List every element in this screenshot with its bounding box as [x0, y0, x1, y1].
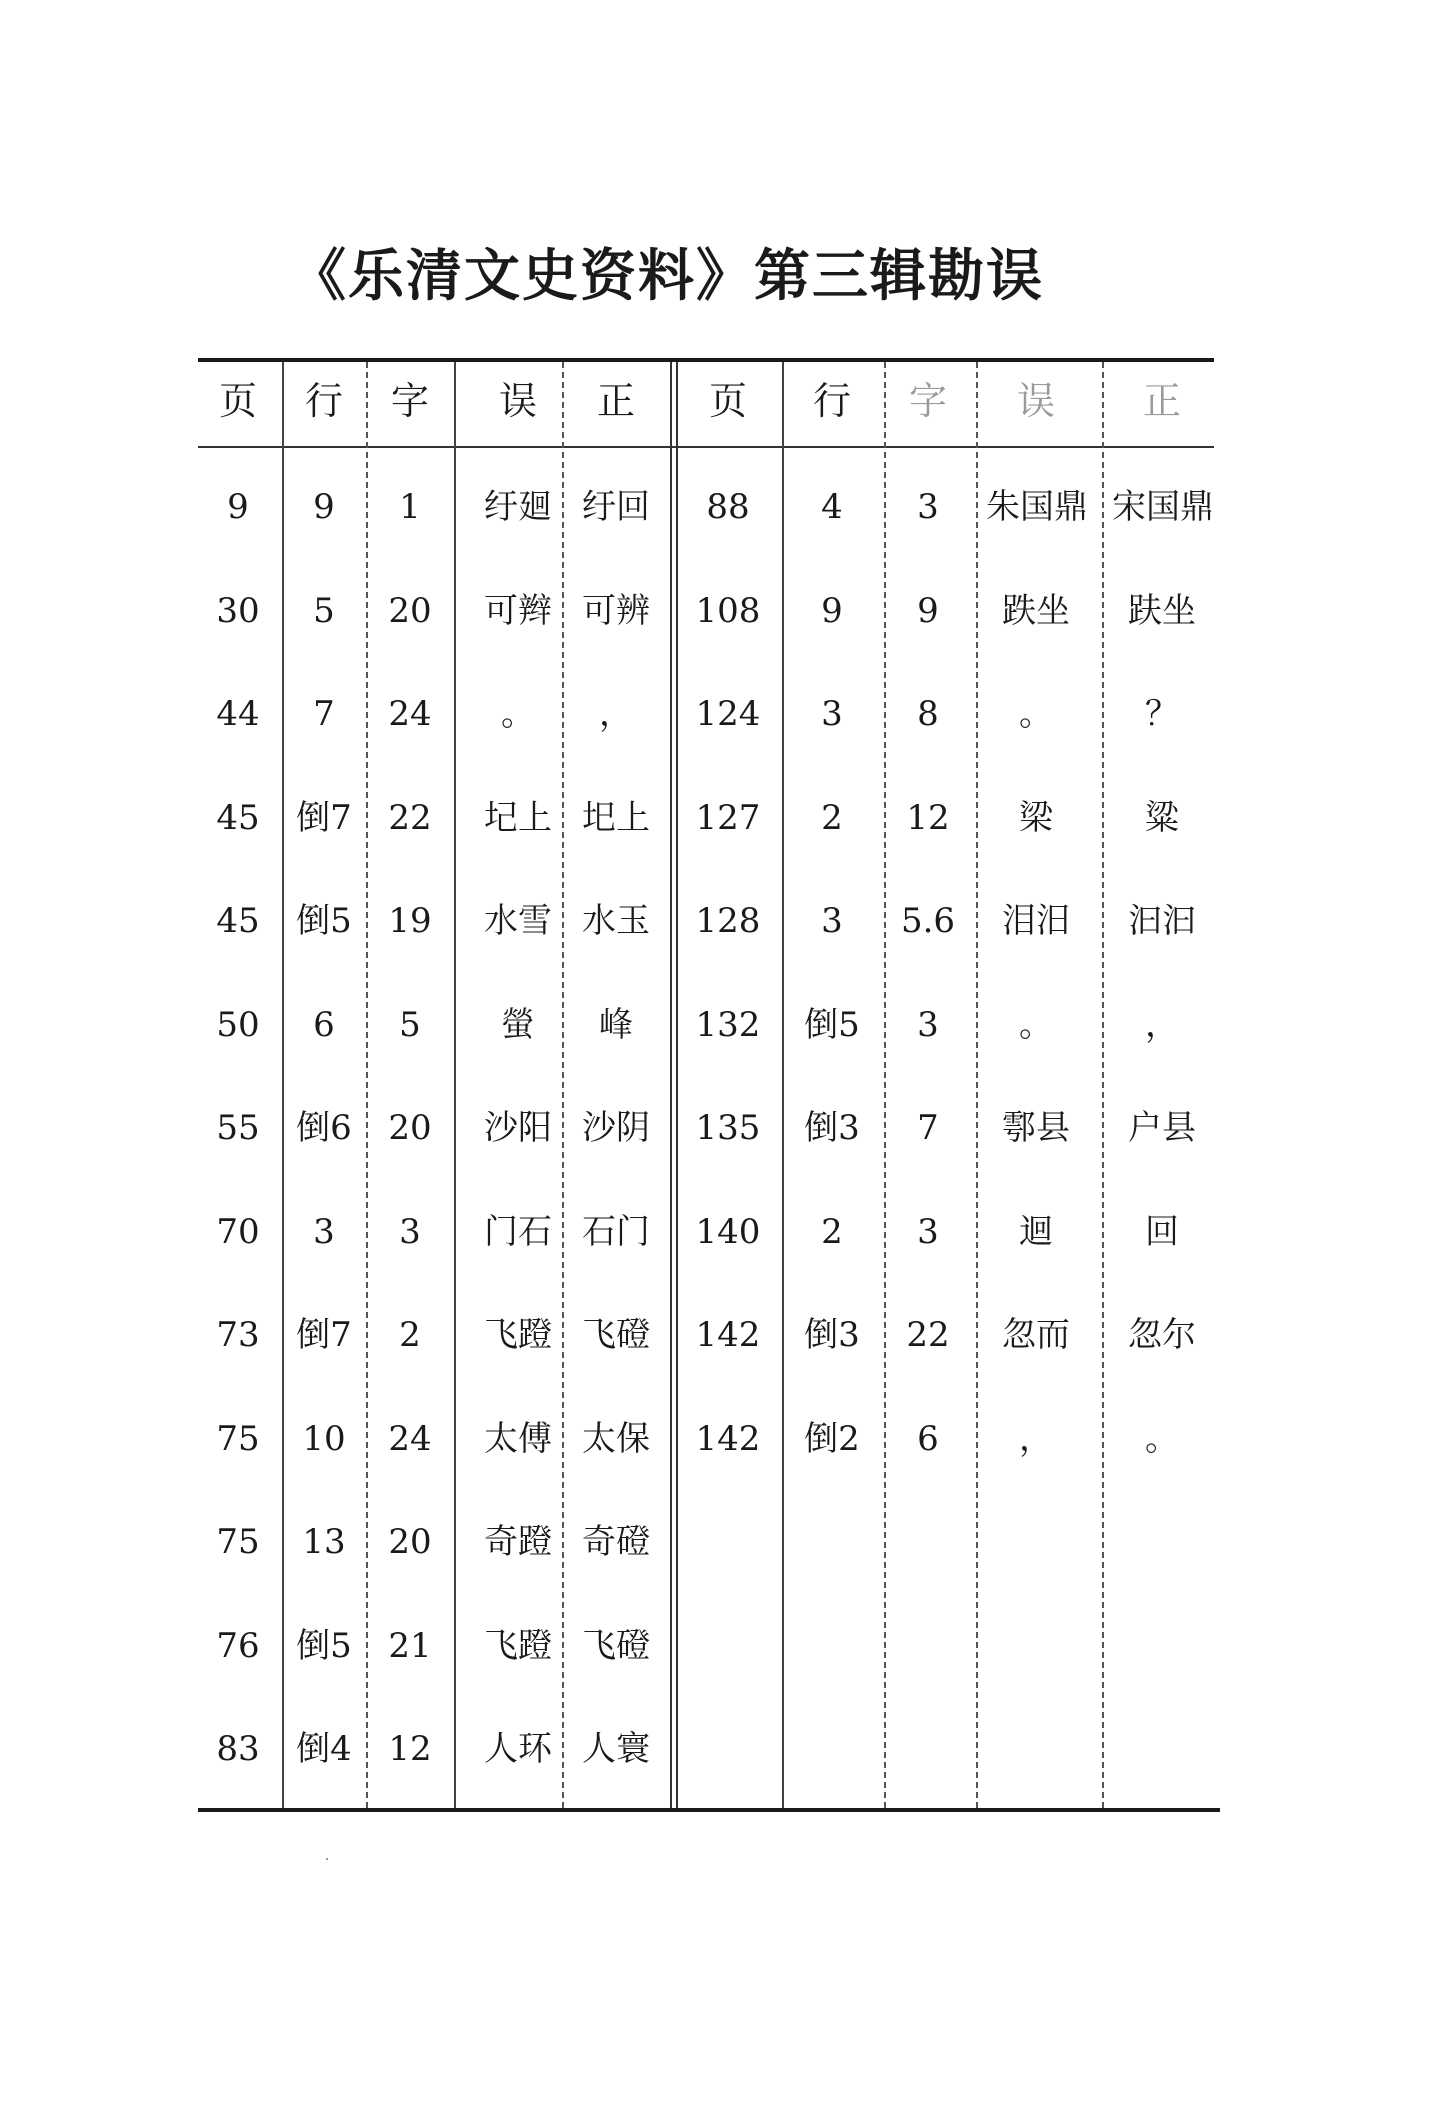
table-cell-right: 宋国鼎 [1112, 487, 1214, 527]
table-cell-page: 142 [695, 1315, 761, 1355]
table-cell-right: ？ [1145, 694, 1179, 734]
table-cell-page: 30 [216, 590, 260, 631]
table-cell-page: 55 [216, 1108, 260, 1148]
table-cell-line: 9 [821, 590, 843, 631]
table-cell-right: 沙阴 [582, 1108, 650, 1148]
column-divider [366, 362, 368, 1808]
table-cell-line: 倒3 [804, 1315, 860, 1355]
table-cell-wrong: 朱国鼎 [986, 487, 1088, 527]
table-cell-right: 纡回 [582, 487, 650, 527]
table-cell-char: 20 [388, 1522, 432, 1562]
table-cell-wrong: 飞蹬 [484, 1315, 552, 1355]
table-cell-wrong: 沙阳 [484, 1108, 552, 1148]
table-cell-page: 50 [216, 1004, 260, 1045]
table-cell-page: 45 [216, 797, 260, 838]
table-cell-right: 可辨 [582, 590, 650, 631]
column-divider [884, 362, 886, 1808]
table-cell-line: 倒6 [296, 1108, 352, 1148]
column-header: 正 [596, 379, 635, 423]
table-cell-line: 3 [821, 901, 843, 941]
column-header: 页 [218, 379, 257, 423]
table-cell-right: 峰 [599, 1004, 633, 1045]
table-cell-wrong: 奇蹬 [484, 1522, 552, 1562]
table-cell-wrong: 门石 [484, 1211, 552, 1252]
table-cell-page: 128 [695, 901, 761, 941]
table-cell-right: ， [599, 694, 633, 734]
table-cell-right: 。 [1145, 1418, 1179, 1459]
table-cell-wrong: 。 [501, 694, 535, 734]
table-cell-char: 2 [399, 1315, 421, 1355]
table-cell-wrong: 迴 [1019, 1211, 1053, 1252]
table-cell-char: 12 [388, 1729, 432, 1769]
table-cell-line: 2 [821, 797, 843, 838]
table-cell-right: 人寰 [582, 1729, 650, 1769]
page-title: 《乐清文史资料》第三辑勘误 [290, 243, 1044, 309]
table-cell-char: 6 [917, 1418, 939, 1459]
table-cell-page: 70 [216, 1211, 260, 1252]
column-header: 正 [1142, 379, 1181, 423]
table-cell-char: 3 [399, 1211, 421, 1252]
table-cell-char: 19 [388, 901, 432, 941]
table-cell-wrong: 圮上 [484, 797, 552, 838]
table-bottom-rule [198, 1808, 1220, 1812]
column-header: 行 [304, 379, 343, 423]
table-cell-char: 24 [388, 694, 432, 734]
table-cell-right: 户县 [1128, 1108, 1196, 1148]
table-cell-wrong: 跌坐 [1002, 590, 1070, 631]
column-divider [976, 362, 978, 1808]
table-cell-right: 回 [1145, 1211, 1179, 1252]
scan-speck [326, 1858, 328, 1860]
table-cell-wrong: 泪汨 [1002, 901, 1070, 941]
table-cell-char: 21 [388, 1625, 432, 1666]
table-cell-wrong: 飞蹬 [484, 1625, 552, 1666]
table-cell-wrong: 梁 [1019, 797, 1053, 838]
table-cell-char: 3 [917, 487, 939, 527]
table-cell-char: 8 [917, 694, 939, 734]
table-cell-char: 5.6 [900, 901, 956, 941]
table-cell-wrong: 。 [1019, 694, 1053, 734]
table-cell-page: 88 [706, 487, 750, 527]
table-cell-wrong: 可辫 [484, 590, 552, 631]
table-cell-line: 倒4 [296, 1729, 352, 1769]
column-divider [670, 362, 678, 1808]
table-cell-page: 73 [216, 1315, 260, 1355]
table-cell-char: 3 [917, 1211, 939, 1252]
table-cell-page: 83 [216, 1729, 260, 1769]
table-cell-page: 132 [695, 1004, 761, 1045]
table-cell-line: 7 [313, 694, 335, 734]
table-cell-char: 5 [399, 1004, 421, 1045]
table-cell-wrong: ， [1019, 1418, 1053, 1459]
table-cell-char: 24 [388, 1418, 432, 1459]
column-header: 误 [1016, 379, 1055, 423]
column-header: 页 [708, 379, 747, 423]
table-cell-page: 124 [695, 694, 761, 734]
column-divider [1102, 362, 1104, 1808]
table-cell-char: 22 [906, 1315, 950, 1355]
column-divider [782, 362, 784, 1808]
table-cell-page: 140 [695, 1211, 761, 1252]
header-separator-rule [198, 446, 1214, 448]
table-cell-line: 2 [821, 1211, 843, 1252]
table-cell-char: 20 [388, 590, 432, 631]
column-header: 字 [908, 379, 947, 423]
table-cell-right: 汩汩 [1128, 901, 1196, 941]
column-divider [454, 362, 456, 1808]
table-cell-wrong: 太傅 [484, 1418, 552, 1459]
table-cell-line: 倒7 [296, 1315, 352, 1355]
table-cell-line: 5 [313, 590, 335, 631]
table-cell-page: 127 [695, 797, 761, 838]
table-cell-right: 飞磴 [582, 1625, 650, 1666]
table-cell-char: 3 [917, 1004, 939, 1045]
table-cell-page: 142 [695, 1418, 761, 1459]
table-cell-char: 22 [388, 797, 432, 838]
table-cell-line: 6 [313, 1004, 335, 1045]
table-cell-char: 9 [917, 590, 939, 631]
table-cell-line: 倒2 [804, 1418, 860, 1459]
table-cell-wrong: 忽而 [1002, 1315, 1070, 1355]
table-cell-char: 20 [388, 1108, 432, 1148]
column-header: 行 [812, 379, 851, 423]
table-cell-right: 石门 [582, 1211, 650, 1252]
column-divider [562, 362, 564, 1808]
table-cell-right: 水玉 [582, 901, 650, 941]
table-cell-line: 倒7 [296, 797, 352, 838]
table-cell-char: 12 [906, 797, 950, 838]
column-header: 字 [390, 379, 429, 423]
table-cell-wrong: 水雪 [484, 901, 552, 941]
table-cell-line: 倒5 [296, 1625, 352, 1666]
table-cell-page: 44 [216, 694, 260, 734]
table-cell-wrong: 人环 [484, 1729, 552, 1769]
table-cell-wrong: 鄠县 [1002, 1108, 1070, 1148]
table-cell-line: 13 [302, 1522, 346, 1562]
table-cell-line: 3 [313, 1211, 335, 1252]
table-cell-char: 7 [917, 1108, 939, 1148]
table-cell-page: 75 [216, 1522, 260, 1562]
table-top-rule [198, 358, 1214, 362]
table-cell-wrong: 。 [1019, 1004, 1053, 1045]
column-divider [282, 362, 284, 1808]
table-cell-right: 圯上 [582, 797, 650, 838]
table-cell-page: 135 [695, 1108, 761, 1148]
table-cell-line: 9 [313, 487, 335, 527]
table-cell-right: 趺坐 [1128, 590, 1196, 631]
table-cell-page: 75 [216, 1418, 260, 1459]
table-cell-right: 太保 [582, 1418, 650, 1459]
table-cell-line: 3 [821, 694, 843, 734]
table-cell-wrong: 纡廻 [484, 487, 552, 527]
table-cell-right: 忽尔 [1128, 1315, 1196, 1355]
table-cell-page: 9 [227, 487, 249, 527]
table-cell-line: 倒5 [296, 901, 352, 941]
table-cell-line: 10 [302, 1418, 346, 1459]
table-cell-char: 1 [399, 487, 421, 527]
table-cell-page: 45 [216, 901, 260, 941]
table-cell-wrong: 螢 [501, 1004, 535, 1045]
table-cell-line: 倒3 [804, 1108, 860, 1148]
table-cell-right: 奇磴 [582, 1522, 650, 1562]
table-cell-page: 108 [695, 590, 761, 631]
table-cell-page: 76 [216, 1625, 260, 1666]
table-cell-right: ， [1145, 1004, 1179, 1045]
table-cell-right: 飞磴 [582, 1315, 650, 1355]
table-cell-line: 4 [821, 487, 843, 527]
table-cell-line: 倒5 [804, 1004, 860, 1045]
table-cell-right: 粱 [1145, 797, 1179, 838]
column-header: 误 [498, 379, 537, 423]
